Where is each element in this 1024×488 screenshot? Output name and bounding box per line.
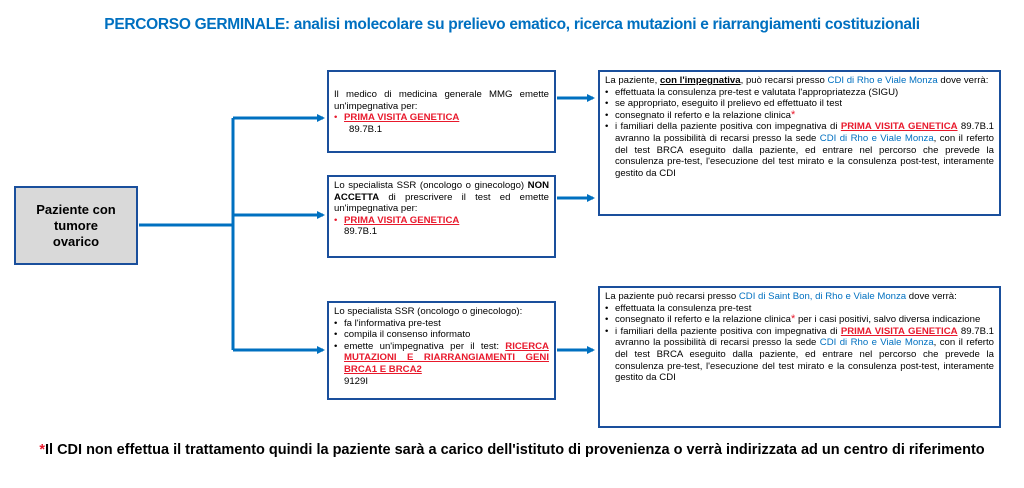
title-bold: PERCORSO GERMINALE: [104, 16, 290, 33]
list-item: • effettuata la consulenza pre-test e valutata l'appropriatezza (SIGU) [605, 87, 994, 99]
title-rest: analisi molecolare su prelievo ematico, ricerca mutazioni e riarrangiamenti costituzionali [289, 16, 920, 33]
list-item: • emette un'impegnativa per il test: RICERCA MUTAZIONI E RIARRANGIAMENTI GENI BRCA1 E BRCA2 [334, 341, 549, 376]
footnote-star: * [39, 442, 45, 458]
ssr-noaccept-visit-title: PRIMA VISITA GENETICA [344, 214, 460, 226]
footnote [0, 441, 1024, 460]
ssr-accept-test-code: 9129I [344, 375, 369, 387]
ssr-noaccept-text: Lo specialista SSR (oncologo o ginecologo) NON ACCETTA di prescrivere il test ed emette un'impegnativa per: [334, 180, 549, 215]
mmg-text: Il medico di medicina generale MMG emette un'impegnativa per: [334, 89, 549, 112]
ssr-noaccept-visit-code: 89.7B.1 [344, 226, 378, 238]
footnote-text: Il CDI non effettua il trattamento quindi la paziente sarà a carico dell'istituto di provenienza o verrà indirizzata ad un centro di riferimento [44, 442, 985, 458]
list-item: • consegnato il referto e la relazione clinica* per i casi positivi, salvo diversa indicazione [605, 314, 994, 326]
origin-patient-box [14, 186, 138, 265]
cdi1-intro: La paziente, con l'impegnativa, può recarsi presso CDI di Rho e Viale Monza dove verrà: [605, 75, 989, 86]
cdi2-list [605, 303, 994, 384]
mmg-box [327, 70, 556, 153]
list-item: • i familiari della paziente positiva con impegnativa di PRIMA VISITA GENETICA 89.7B.1 avranno la possibilità di recarsi presso la sede CDI di Rho e Viale Monza, con il referto del test BRCA eseguito dalla paziente, ed entrare nel percorso che prevede la consulenza pre-test, l'esecuzione del test mirato e la consulenza post-test, interamente gestito da CDI [605, 121, 994, 179]
list-item: • compila il consenso informato [334, 329, 549, 341]
list-item: • i familiari della paziente positiva con impegnativa di PRIMA VISITA GENETICA 89.7B.1 avranno la possibilità di recarsi presso la sede CDI di Rho e Viale Monza, con il referto del test BRCA eseguito dalla paziente, ed entrare nel percorso che prevede la consulenza pre-test, l'esecuzione del test mirato e la consulenza post-test, interamente gestito da CDI [605, 326, 994, 384]
origin-label: Paziente con tumore ovarico [36, 201, 116, 249]
cdi2-intro: La paziente può recarsi presso CDI di Saint Bon, di Rho e Viale Monza dove verrà: [605, 291, 957, 302]
cdi-box-2 [598, 286, 1001, 428]
list-item: • se appropriato, eseguito il prelievo ed effettuato il test [605, 98, 994, 110]
cdi1-list [605, 87, 994, 180]
ssr-accept-box [327, 301, 556, 400]
list-item: • consegnato il referto e la relazione clinica* [605, 110, 994, 122]
cdi-box-1 [598, 70, 1001, 216]
mmg-visit-code: 89.7B.1 [349, 123, 383, 135]
list-item: • fa l'informativa pre-test [334, 318, 549, 330]
ssr-accept-intro: Lo specialista SSR (oncologo o ginecologo): [334, 306, 523, 317]
ssr-noaccept-box [327, 175, 556, 258]
list-item: • effettuata la consulenza pre-test [605, 303, 994, 315]
ssr-accept-list [334, 318, 549, 376]
mmg-visit-title: PRIMA VISITA GENETICA [344, 112, 460, 124]
